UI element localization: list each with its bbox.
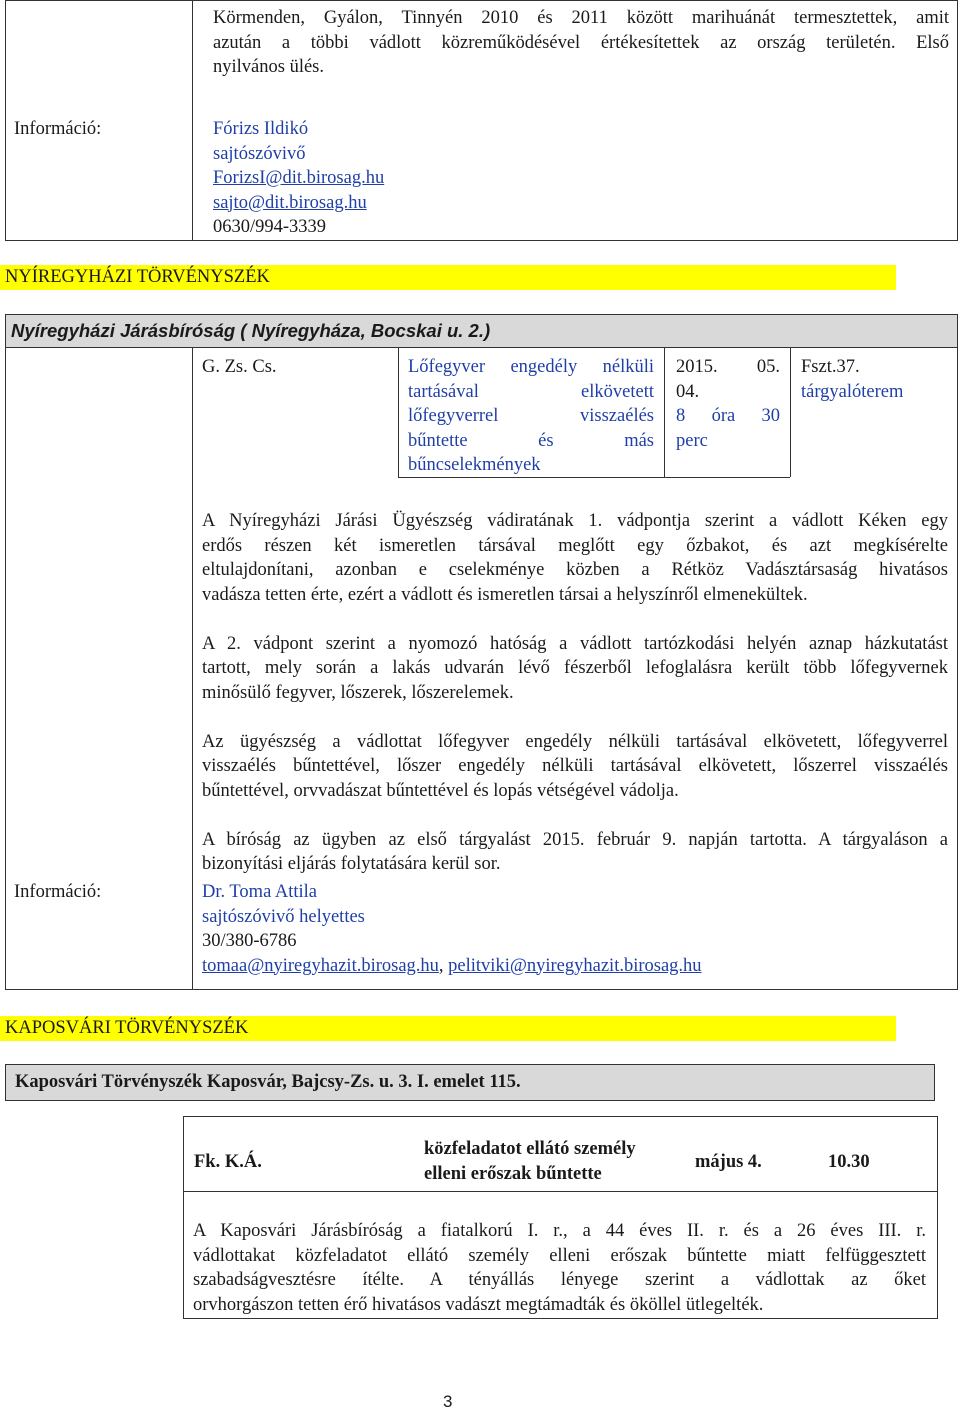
- case-defendant: G. Zs. Cs.: [202, 357, 277, 377]
- case-description: [202, 509, 948, 877]
- description-line: orvhorgászon tetten érő hivatásos vadászt megtámadták és ököllel ütlegelték.: [193, 1294, 764, 1315]
- date-line: 2015. 05.: [676, 357, 780, 377]
- contact-email-link[interactable]: tomaa@nyiregyhazit.birosag.hu: [202, 955, 439, 976]
- description-line: minősülő fegyver, lőszerek, lőszerelemek.: [202, 682, 514, 703]
- description-line: Az ügyészség a vádlottat lőfegyver engedély nélküli tartásával elkövetett, lőfegyverrel: [202, 731, 948, 752]
- contact-emails: [202, 954, 702, 979]
- court-subheading: [5, 1064, 935, 1101]
- info-contact-2: [202, 880, 702, 978]
- intro-paragraph: [213, 6, 949, 80]
- page-number: 3: [443, 1392, 453, 1411]
- contact-email-link[interactable]: ForizsI@dit.birosag.hu: [213, 168, 385, 188]
- case-charge: [408, 355, 654, 478]
- contact-phone: 0630/994-3339: [213, 217, 327, 237]
- description-line: erdős részen két ismeretlen társával meglőtt egy őzbakot, és azt megkísérelte: [202, 535, 948, 556]
- charge-line: elleni erőszak bűntette: [424, 1163, 602, 1184]
- room-line: tárgyalóterem: [801, 381, 904, 402]
- charge-line: Lőfegyver engedély nélküli: [408, 357, 654, 377]
- contact-phone: 30/380-6786: [202, 931, 297, 951]
- court-subheading: [5, 314, 958, 348]
- date-line: 8 óra 30: [676, 406, 780, 426]
- description-paragraph: [202, 730, 948, 804]
- description-paragraph: [202, 509, 948, 607]
- contact-role: sajtószóvivő: [213, 143, 306, 164]
- charge-line: bűntette és más: [408, 430, 654, 451]
- info-label: Információ:: [14, 882, 102, 902]
- date-line: perc: [676, 430, 708, 451]
- court-title: [0, 1016, 896, 1041]
- case-defendant: Fk. K.Á.: [194, 1152, 262, 1172]
- contact-name: Dr. Toma Attila: [202, 882, 318, 902]
- description-line: vadásza tetten érte, ezért a vádlott és ismeretlen társai a helyszínről elmenekültek.: [202, 584, 808, 605]
- info-label: Információ:: [14, 119, 102, 139]
- description-line: A 2. vádpont szerint a nyomozó hatóság a vádlott tartózkodási helyén aznap házkutatást: [202, 633, 948, 654]
- description-line: eltulajdonítani, azonban e cselekménye közben a Rétköz Vadásztársaság hivatásos: [202, 560, 948, 580]
- description-line: tartott, mely során a lakás udvarán lévő fészerből lefoglalásra került több lőfegyvernek: [202, 658, 948, 678]
- description-line: A Kaposvári Járásbíróság a fiatalkorú I. r., a 44 éves II. r. és a 26 éves III. r.: [193, 1221, 926, 1241]
- case-date: május 4.: [695, 1152, 762, 1172]
- contact-name: Fórizs Ildikó: [213, 119, 309, 139]
- charge-line: bűncselekmények: [408, 455, 541, 475]
- contact-role: sajtószóvivő helyettes: [202, 906, 365, 927]
- contact-email-link[interactable]: pelitviki@nyiregyhazit.birosag.hu: [448, 955, 702, 976]
- court-subheading-text: Nyíregyházi Járásbíróság ( Nyíregyháza, Bocskai u. 2.): [11, 320, 491, 341]
- email-separator: ,: [438, 955, 449, 976]
- contact-email-link[interactable]: sajto@dit.birosag.hu: [213, 192, 367, 213]
- description-line: visszaélés bűntettével, lőszer engedély nélküli tartásával elkövetett, lőszerrel visszaélés: [202, 756, 948, 776]
- description-line: bizonyítási eljárás folytatására kerül sor.: [202, 854, 501, 874]
- room-line: Fszt.37.: [801, 357, 860, 377]
- charge-line: tartásával elkövetett: [408, 381, 654, 402]
- court-subheading-text: Kaposvári Törvényszék Kaposvár, Bajcsy-Zs. u. 3. I. emelet 115.: [15, 1072, 521, 1092]
- charge-line: lőfegyverrel visszaélés: [408, 406, 654, 426]
- court-title: [0, 265, 896, 290]
- description-line: bűntettével, orvvadászat bűntettével és lopás vétségével vádolja.: [202, 780, 679, 801]
- court-title-text: KAPOSVÁRI TÖRVÉNYSZÉK: [5, 1018, 249, 1038]
- description-paragraph: [202, 632, 948, 706]
- intro-line: Körmenden, Gyálon, Tinnyén 2010 és 2011 között marihuánát termesztettek, amit: [213, 8, 949, 28]
- intro-line: nyilvános ülés.: [213, 57, 324, 77]
- description-line: A bíróság az ügyben az első tárgyalást 2015. február 9. napján tartotta. A tárgyaláson a: [202, 829, 948, 850]
- case-charge: [424, 1137, 636, 1186]
- case-room: [801, 355, 903, 404]
- court-title-text: NYÍREGYHÁZI TÖRVÉNYSZÉK: [5, 267, 270, 287]
- intro-line: azután a többi vádlott közreműködésével értékesítettek az ország területén. Első: [213, 32, 949, 53]
- date-line: 04.: [676, 381, 700, 402]
- description-line: A Nyíregyházi Járási Ügyészség vádiratának 1. vádpontja szerint a vádlott Kéken egy: [202, 511, 948, 531]
- case-time: 10.30: [828, 1152, 870, 1172]
- charge-line: közfeladatot ellátó személy: [424, 1139, 636, 1159]
- description-line: szabadságvesztésre ítélte. A tényállás lényege szerint a vádlottak az őket: [193, 1270, 926, 1290]
- description-line: vádlottakat közfeladatot ellátó személy elleni erőszak bűntette miatt felfüggesztett: [193, 1245, 926, 1266]
- description-paragraph: [202, 828, 948, 877]
- case-description: [193, 1219, 926, 1317]
- info-contact-1: [213, 117, 384, 240]
- case-date: [676, 355, 780, 453]
